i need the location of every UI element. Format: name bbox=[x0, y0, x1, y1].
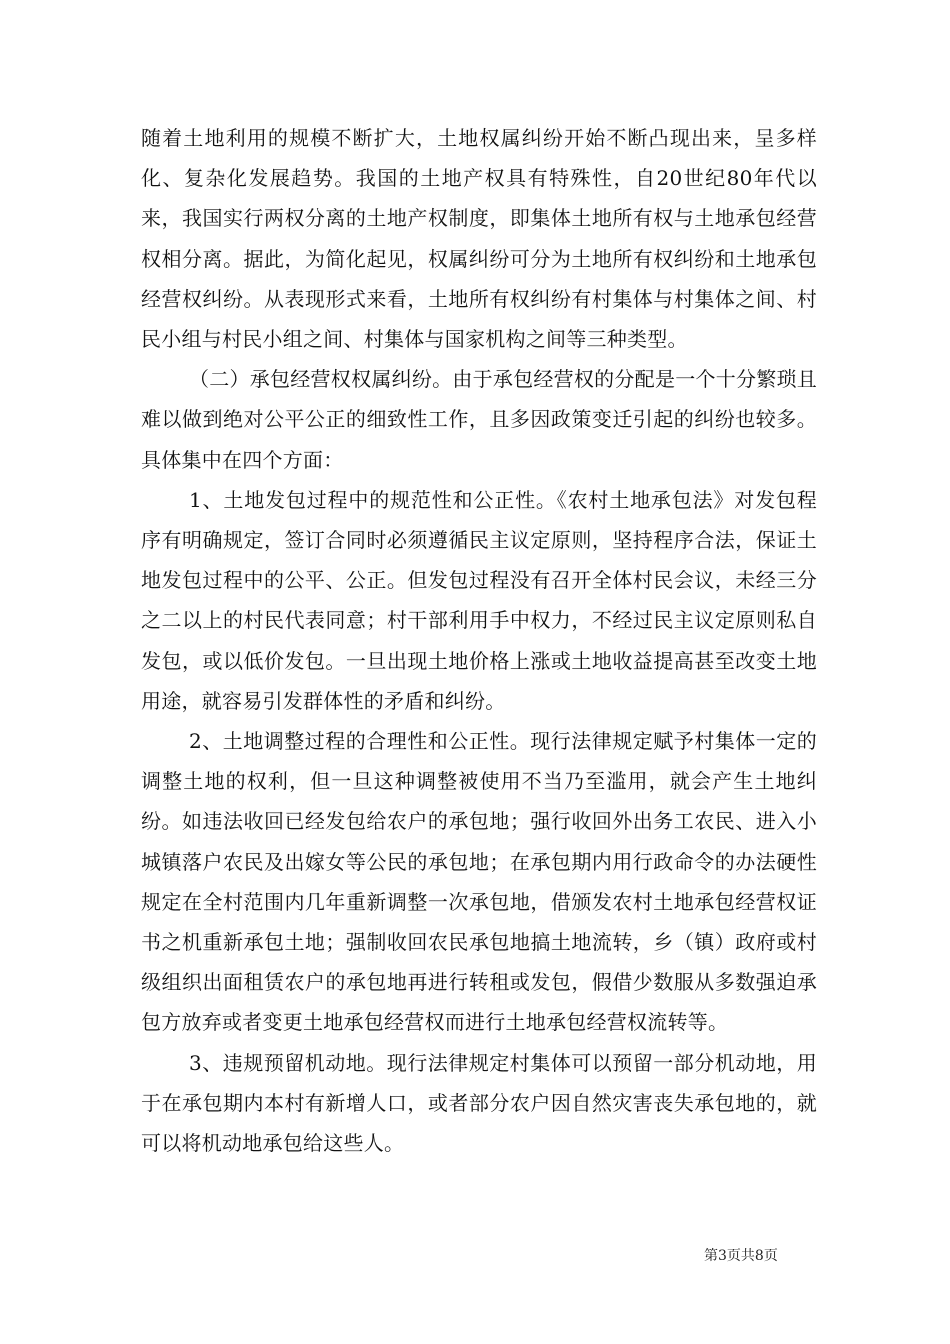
document-body bbox=[141, 118, 817, 1163]
numbered-paragraph-2: 2、土地调整过程的合理性和公正性。现行法律规定赋予村集体一定的调整土地的权利，但一旦这种调整被使用不当乃至滥用，就会产生土地纠纷。如违法收回已经发包给农户的承包地；强行收回外出务工农民、进入小城镇落户农民及出嫁女等公民的承包地；在承包期内用行政命令的办法硬性规定在全村范围内几年重新调整一次承包地，借颁发农村土地承包经营权证书之机重新承包土地；强制收回农民承包地搞土地流转，乡（镇）政府或村级组织出面租赁农户的承包地再进行转租或发包，假借少数服从多数强迫承包方放弃或者变更土地承包经营权而进行土地承包经营权流转等。 bbox=[141, 729, 817, 1035]
numbered-paragraph-1: 1、土地发包过程中的规范性和公正性。《农村土地承包法》对发包程序有明确规定，签订合同时必须遵循民主议定原则，坚持程序合法，保证土地发包过程中的公平、公正。但发包过程没有召开全体村民会议，未经三分之二以上的村民代表同意；村干部利用手中权力，不经过民主议定原则私自发包，或以低价发包。一旦出现土地价格上涨或土地收益提高甚至改变土地用途，就容易引发群体性的矛盾和纠纷。 bbox=[141, 487, 817, 713]
numbered-paragraph-3: 3、违规预留机动地。现行法律规定村集体可以预留一部分机动地，用于在承包期内本村有新增人口，或者部分农户因自然灾害丧失承包地的，就可以将机动地承包给这些人。 bbox=[141, 1050, 817, 1156]
body-paragraph: 随着土地利用的规模不断扩大，土地权属纠纷开始不断凸现出来，呈多样化、复杂化发展趋势。我国的土地产权具有特殊性，自20世纪80年代以来，我国实行两权分离的土地产权制度，即集体土地所有权与土地承包经营权相分离。据此，为简化起见，权属纠纷可分为土地所有权纠纷和土地承包经营权纠纷。从表现形式来看，土地所有权纠纷有村集体与村集体之间、村民小组与村民小组之间、村集体与国家机构之间等三种类型。 bbox=[141, 126, 817, 352]
page-number: 第3页共8页 bbox=[704, 1248, 778, 1264]
section-heading-paragraph: （二）承包经营权权属纠纷。由于承包经营权的分配是一个十分繁琐且难以做到绝对公平公正的细致性工作，且多因政策变迁引起的纠纷也较多。具体集中在四个方面： bbox=[141, 367, 817, 472]
